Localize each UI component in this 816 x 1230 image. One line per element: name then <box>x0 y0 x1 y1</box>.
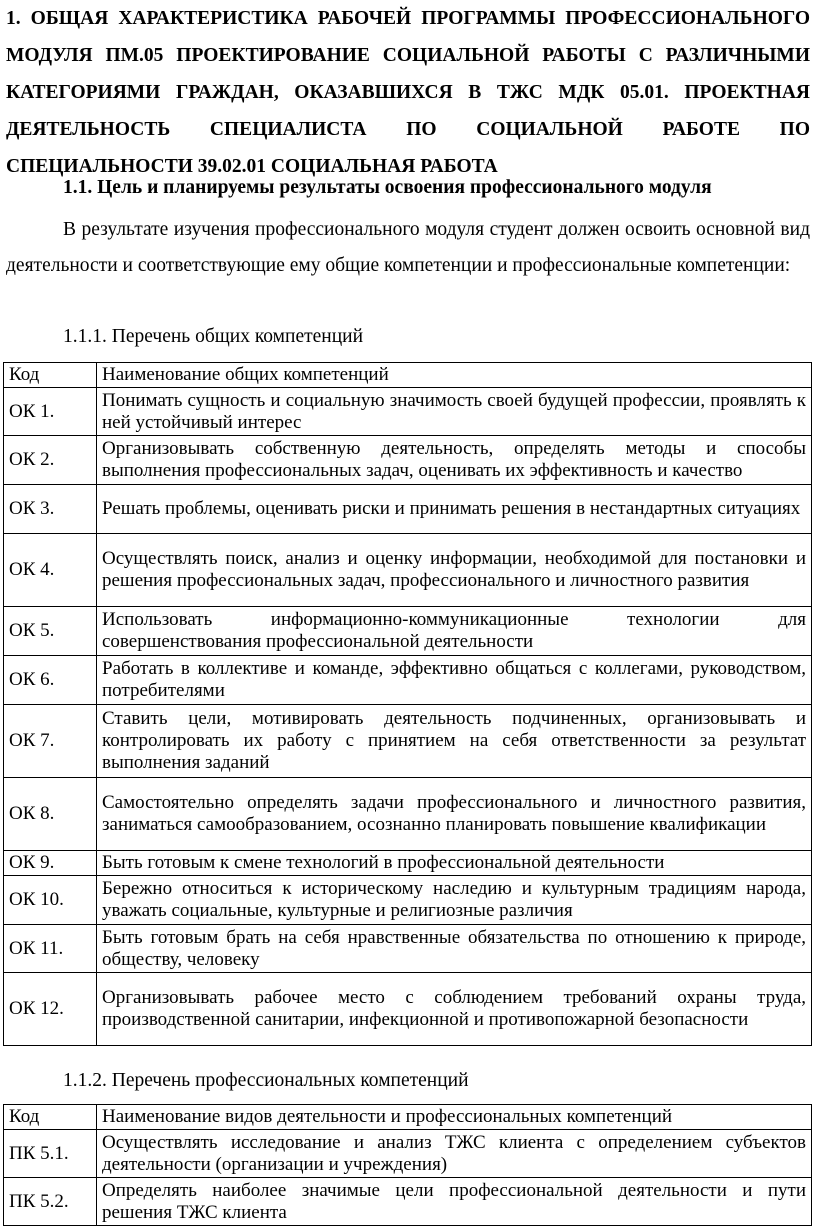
competency-code: ПК 5.2. <box>4 1178 97 1226</box>
table-row <box>4 485 812 534</box>
intro-paragraph: В результате изучения профессионального модуля студент должен освоить основной вид деятельности и соответствующие ему общие компетенции и профессиональные компетенции: <box>6 219 810 276</box>
competency-code: ОК 7. <box>4 705 97 778</box>
competency-text: Осуществлять поиск, анализ и оценку информации, необходимой для постановки и решения профессиональных задач, профессионального и личностного развития <box>97 534 812 607</box>
competency-code: ОК 4. <box>4 534 97 607</box>
competency-text: Быть готовым брать на себя нравственные обязательства по отношению к природе, обществу, человеку <box>97 925 812 973</box>
table-row <box>4 973 812 1046</box>
competency-code: ОК 1. <box>4 388 97 436</box>
table-row <box>4 851 812 876</box>
competency-text: Осуществлять исследование и анализ ТЖС клиента с определением субъектов деятельности (организации и учреждения) <box>97 1130 812 1178</box>
competency-code: ОК 5. <box>4 607 97 656</box>
competency-text: Решать проблемы, оценивать риски и принимать решения в нестандартных ситуациях <box>97 485 812 534</box>
table-row <box>4 656 812 705</box>
professional-competencies-table <box>3 1104 812 1226</box>
table-row <box>4 534 812 607</box>
competency-code: ОК 2. <box>4 436 97 485</box>
competency-code: ОК 6. <box>4 656 97 705</box>
competency-text: Использовать информационно-коммуникационные технологии для совершенствования профессиональной деятельности <box>97 607 812 656</box>
competency-text: Организовывать рабочее место с соблюдением требований охраны труда, производственной санитарии, инфекционной и противопожарной безопасности <box>97 973 812 1046</box>
table-row <box>4 1178 812 1226</box>
table-row <box>4 876 812 925</box>
competency-code: ОК 10. <box>4 876 97 925</box>
table-row <box>4 607 812 656</box>
competency-code: ОК 12. <box>4 973 97 1046</box>
professional-competencies-title: 1.1.2. Перечень профессиональных компетенций <box>63 1070 469 1091</box>
competency-code: ОК 11. <box>4 925 97 973</box>
competency-text: Организовывать собственную деятельность, определять методы и способы выполнения профессиональных задач, оценивать их эффективность и качество <box>97 436 812 485</box>
competency-text: Понимать сущность и социальную значимость своей будущей профессии, проявлять к ней устойчивый интерес <box>97 388 812 436</box>
competency-text: Быть готовым к смене технологий в профессиональной деятельности <box>97 851 812 876</box>
table-row <box>4 778 812 851</box>
header-code: Код <box>4 363 97 388</box>
table-row <box>4 1130 812 1178</box>
competency-text: Работать в коллективе и команде, эффективно общаться с коллегами, руководством, потребителями <box>97 656 812 705</box>
competency-text: Самостоятельно определять задачи профессионального и личностного развития, заниматься самообразованием, осознанно планировать повышение квалификации <box>97 778 812 851</box>
competency-text: Бережно относиться к историческому наследию и культурным традициям народа, уважать социальные, культурные и религиозные различия <box>97 876 812 925</box>
table-row <box>4 705 812 778</box>
table-header-row <box>4 363 812 388</box>
table-row <box>4 388 812 436</box>
competency-code: ОК 9. <box>4 851 97 876</box>
document-heading: 1. ОБЩАЯ ХАРАКТЕРИСТИКА РАБОЧЕЙ ПРОГРАММЫ ПРОФЕССИОНАЛЬНОГО МОДУЛЯ ПМ.05 ПРОЕКТИРОВАНИЕ СОЦИАЛЬНОЙ РАБОТЫ С РАЗЛИЧНЫМИ КАТЕГОРИЯМИ ГРАЖДАН, ОКАЗАВШИХСЯ В ТЖС МДК 05.01. ПРОЕКТНАЯ ДЕЯТЕЛЬНОСТЬ СПЕЦИАЛИСТА ПО СОЦИАЛЬНОЙ РАБОТЕ ПО СПЕЦИАЛЬНОСТИ 39.02.01 СОЦИАЛЬНАЯ РАБОТА <box>6 8 810 177</box>
competency-code: ОК 8. <box>4 778 97 851</box>
section-subheading: 1.1. Цель и планируемы результаты освоения профессионального модуля <box>63 177 712 198</box>
competency-text: Ставить цели, мотивировать деятельность подчиненных, организовывать и контролировать их работу с принятием на себя ответственности за результат выполнения заданий <box>97 705 812 778</box>
general-competencies-title: 1.1.1. Перечень общих компетенций <box>63 326 364 347</box>
header-code: Код <box>4 1105 97 1130</box>
table-row <box>4 436 812 485</box>
competency-code: ПК 5.1. <box>4 1130 97 1178</box>
header-name: Наименование общих компетенций <box>97 363 812 388</box>
table-row <box>4 925 812 973</box>
table-header-row <box>4 1105 812 1130</box>
header-name: Наименование видов деятельности и профессиональных компетенций <box>97 1105 812 1130</box>
competency-code: ОК 3. <box>4 485 97 534</box>
competency-text: Определять наиболее значимые цели профессиональной деятельности и пути решения ТЖС клиента <box>97 1178 812 1226</box>
general-competencies-table <box>3 362 812 1046</box>
